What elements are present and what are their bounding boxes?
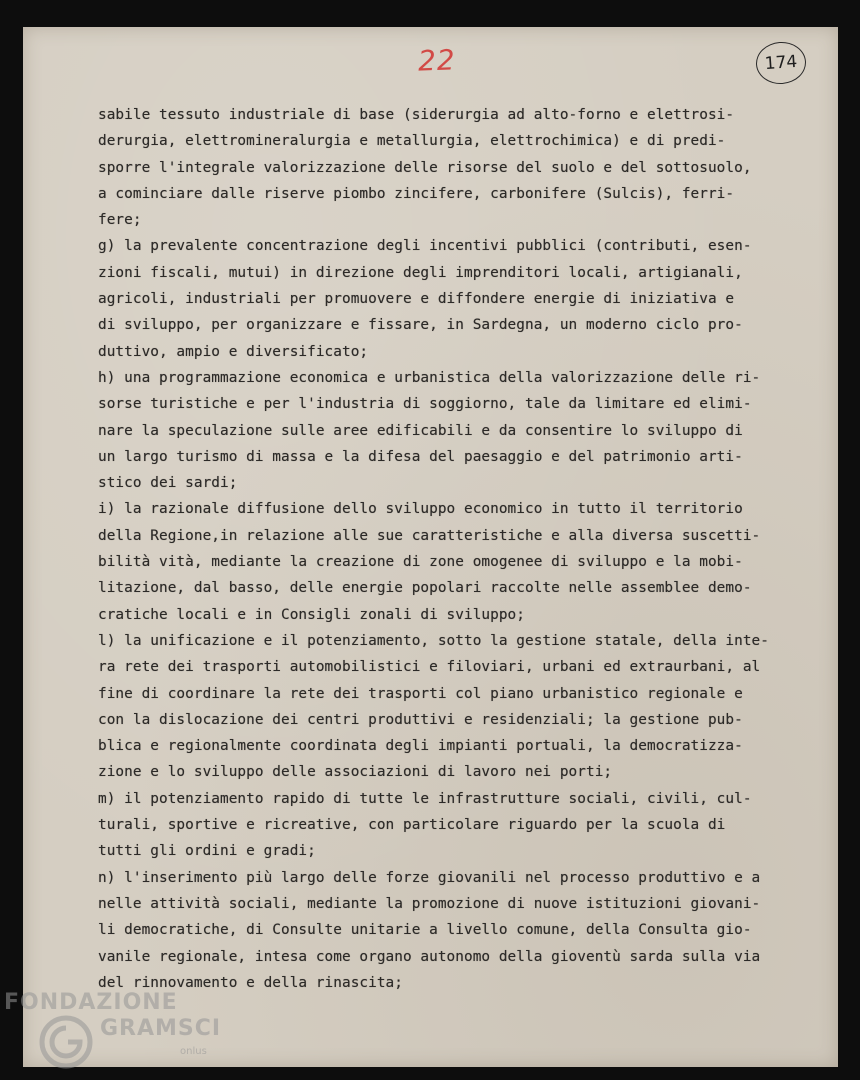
- text-line: zioni fiscali, mutui) in direzione degli imprenditori locali, artigianali,: [98, 264, 743, 281]
- watermark-line-1: FONDAZIONE: [4, 990, 178, 1015]
- text-line: stico dei sardi;: [98, 475, 238, 492]
- text-line: li democratiche, di Consulte unitarie a livello comune, della Consulta gio-: [98, 922, 752, 939]
- watermark-line-2: GRAMSCI: [100, 1016, 222, 1041]
- text-line: agricoli, industriali per promuovere e diffondere energie di iniziativa e: [98, 291, 735, 308]
- text-line: cratiche locali e in Consigli zonali di sviluppo;: [98, 606, 525, 623]
- text-line: m) il potenziamento rapido di tutte le infrastrutture sociali, civili, cul-: [98, 790, 752, 807]
- text-line: di sviluppo, per organizzare e fissare, in Sardegna, un moderno ciclo pro-: [98, 317, 743, 334]
- text-line: a cominciare dalle riserve piombo zincifere, carbonifere (Sulcis), ferri-: [98, 185, 735, 202]
- text-line: derurgia, elettromineralurgia e metallurgia, elettrochimica) e di predi-: [98, 133, 726, 150]
- text-line: vanile regionale, intesa come organo autonomo della gioventù sarda sulla via: [98, 948, 761, 965]
- watermark-line-3: onlus: [180, 1046, 207, 1057]
- text-line: blica e regionalmente coordinata degli impianti portuali, la democratizza-: [98, 738, 743, 755]
- text-line: nare la speculazione sulle aree edificabili e da consentire lo sviluppo di: [98, 422, 743, 439]
- archive-folio-stamp: 174: [755, 40, 808, 85]
- text-line: turali, sportive e ricreative, con particolare riguardo per la scuola di: [98, 817, 726, 834]
- text-line: sorse turistiche e per l'industria di soggiorno, tale da limitare ed elimi-: [98, 396, 752, 413]
- text-line: g) la prevalente concentrazione degli incentivi pubblici (contributi, esen-: [98, 238, 752, 255]
- text-line: del rinnovamento e della rinascita;: [98, 974, 403, 991]
- text-line: fine di coordinare la rete dei trasporti col piano urbanistico regionale e: [98, 685, 743, 702]
- text-line: un largo turismo di massa e la difesa del paesaggio e del patrimonio arti-: [98, 448, 743, 465]
- text-line: n) l'inserimento più largo delle forze giovanili nel processo produttivo e a: [98, 869, 761, 886]
- foundation-logo-icon: [38, 1014, 94, 1070]
- text-line: i) la razionale diffusione dello sviluppo economico in tutto il territorio: [98, 501, 743, 518]
- text-line: duttivo, ampio e diversificato;: [98, 343, 369, 360]
- text-line: litazione, dal basso, delle energie popolari raccolte nelle assemblee demo-: [98, 580, 752, 597]
- text-line: zione e lo sviluppo delle associazioni di lavoro nei porti;: [98, 764, 613, 781]
- handwritten-page-number: 22: [417, 43, 457, 78]
- text-line: nelle attività sociali, mediante la promozione di nuove istituzioni giovani-: [98, 895, 761, 912]
- text-line: fere;: [98, 212, 142, 229]
- text-line: della Regione,in relazione alle sue caratteristiche e alla diversa suscetti-: [98, 527, 761, 544]
- text-line: bilità vità, mediante la creazione di zone omogenee di sviluppo e la mobi-: [98, 554, 743, 571]
- text-line: sporre l'integrale valorizzazione delle risorse del suolo e del sottosuolo,: [98, 159, 752, 176]
- text-line: l) la unificazione e il potenziamento, sotto la gestione statale, della inte-: [98, 632, 769, 649]
- text-line: h) una programmazione economica e urbanistica della valorizzazione delle ri-: [98, 369, 761, 386]
- typed-body-text: [98, 102, 833, 996]
- text-line: tutti gli ordini e gradi;: [98, 843, 316, 860]
- text-line: con la dislocazione dei centri produttivi e residenziali; la gestione pub-: [98, 711, 743, 728]
- text-line: ra rete dei trasporti automobilistici e filoviari, urbani ed extraurbani, al: [98, 659, 761, 676]
- foundation-watermark: [4, 990, 234, 1075]
- text-line: sabile tessuto industriale di base (siderurgia ad alto-forno e elettrosi-: [98, 107, 735, 123]
